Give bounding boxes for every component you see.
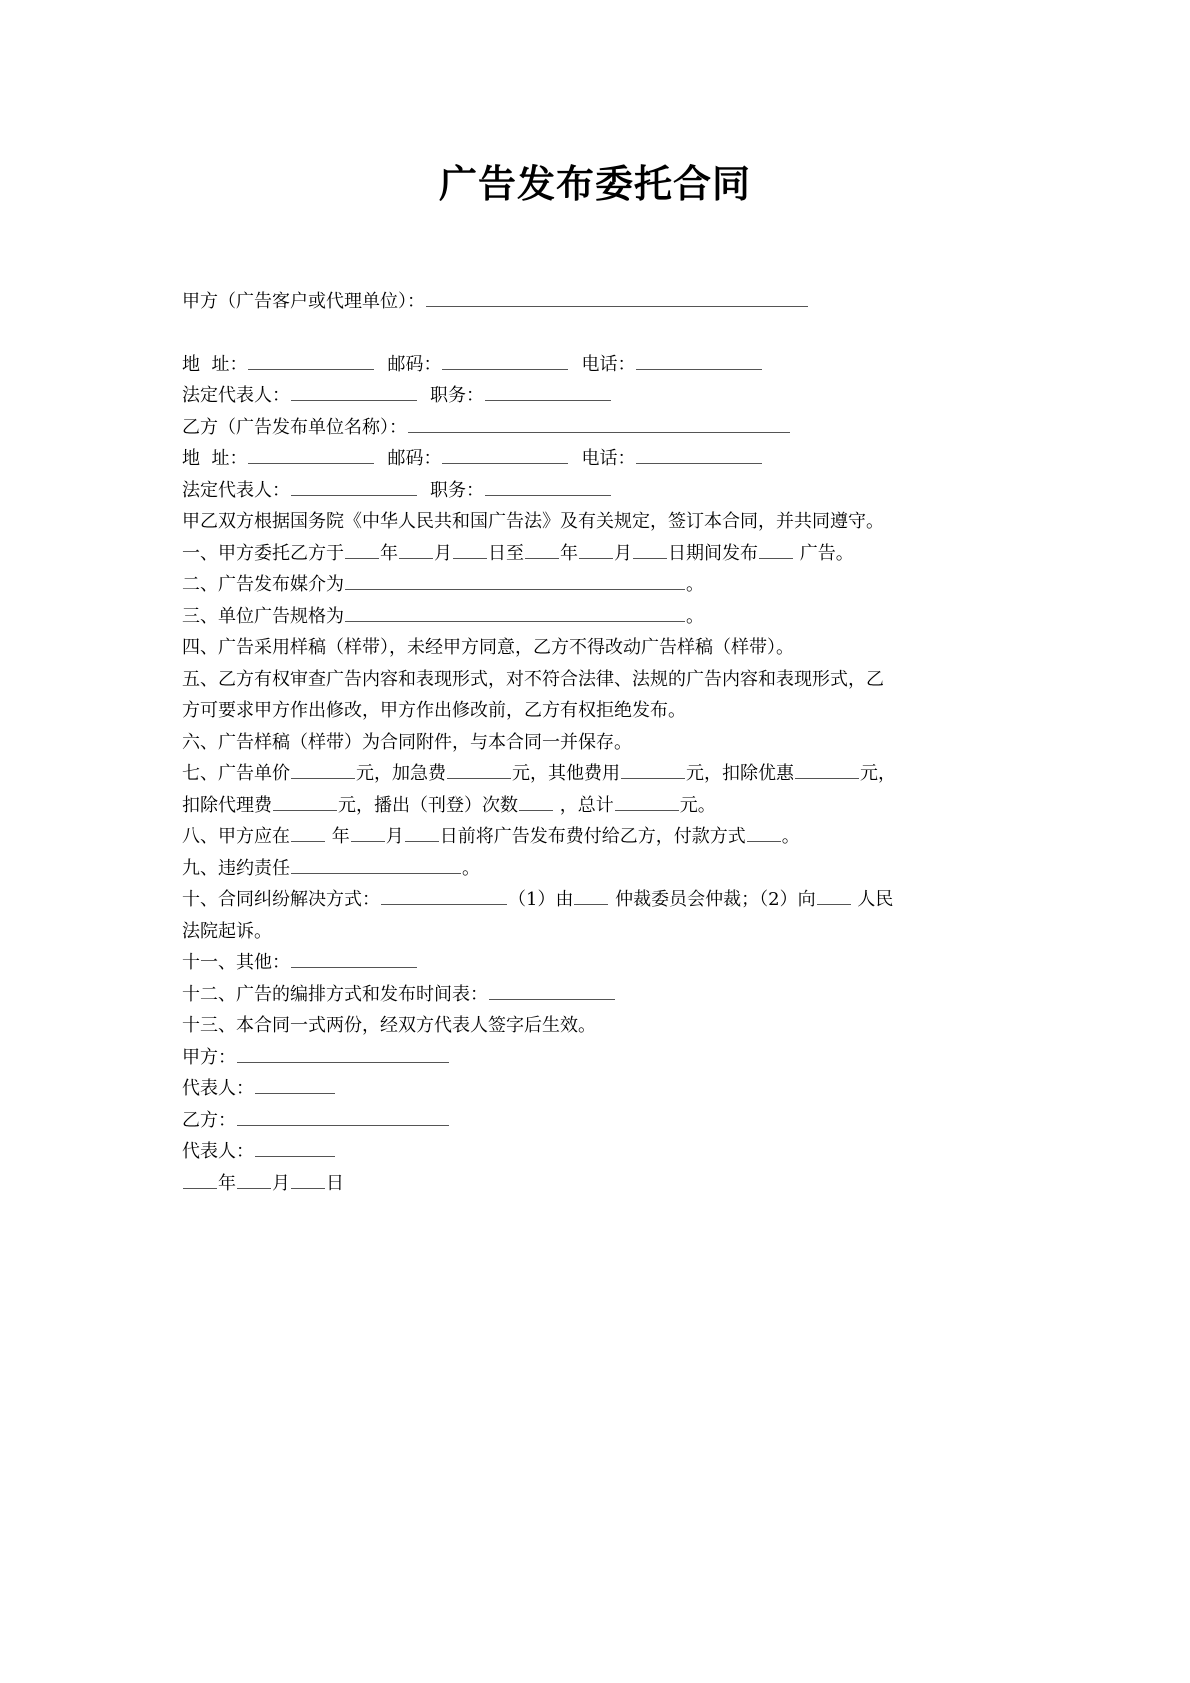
date-label: 年 bbox=[218, 1172, 236, 1194]
clause-text: 元，播出（刊登）次数 bbox=[338, 794, 518, 816]
clause-text: 月 bbox=[385, 826, 404, 847]
clause-5-line-2: 方可要求甲方作出修改，甲方作出修改前，乙方有权拒绝发布。 bbox=[182, 700, 686, 721]
address-blank[interactable] bbox=[248, 349, 374, 370]
clause-text: 元，其他费用 bbox=[512, 763, 620, 784]
party-b-rep bbox=[182, 475, 1022, 507]
clause-text: 元，扣除优惠 bbox=[686, 763, 794, 784]
party-a-rep bbox=[182, 380, 1022, 412]
document-title: 广告发布委托合同 bbox=[438, 161, 751, 206]
postcode-label: 邮码： bbox=[387, 448, 442, 469]
clause-text: 元。 bbox=[679, 794, 716, 816]
blank[interactable] bbox=[291, 947, 417, 968]
date-label: 日 bbox=[326, 1172, 344, 1194]
clause-2 bbox=[182, 569, 1022, 601]
postcode-blank[interactable] bbox=[442, 443, 568, 464]
clause-text: 年 bbox=[560, 542, 578, 564]
blank[interactable] bbox=[453, 538, 487, 559]
clause-text: 年 bbox=[380, 542, 398, 564]
party-b-blank[interactable] bbox=[408, 412, 790, 433]
clause-5-line-1: 五、乙方有权审查广告内容和表现形式，对不符合法律、法规的广告内容和表现形式，乙 bbox=[182, 668, 884, 690]
clause-text: 广告。 bbox=[794, 542, 854, 564]
signature-blank[interactable] bbox=[237, 1042, 449, 1063]
blank[interactable] bbox=[579, 538, 613, 559]
signature-rep-b bbox=[182, 1136, 1022, 1168]
clause-text: 三、单位广告规格为 bbox=[182, 605, 344, 627]
blank[interactable] bbox=[381, 884, 507, 905]
preamble: 甲乙双方根据国务院《中华人民共和国广告法》及有关规定，签订本合同，并共同遵守。 bbox=[182, 511, 884, 532]
legal-rep-label: 法定代表人： bbox=[182, 479, 290, 501]
position-blank[interactable] bbox=[485, 475, 611, 496]
phone-label: 电话： bbox=[581, 353, 636, 375]
signature-blank[interactable] bbox=[237, 1105, 449, 1126]
clause-1 bbox=[182, 538, 1022, 570]
clause-text: 十一、其他： bbox=[182, 952, 290, 973]
clause-text: 。 bbox=[462, 857, 480, 879]
clause-7-line-2 bbox=[182, 790, 1022, 822]
legal-rep-blank[interactable] bbox=[291, 475, 417, 496]
clause-text: 。 bbox=[686, 605, 704, 627]
clause-4: 四、广告采用样稿（样带），未经甲方同意，乙方不得改动广告样稿（样带）。 bbox=[182, 637, 794, 658]
clause-text: 扣除代理费 bbox=[182, 794, 272, 816]
clause-7-line-1 bbox=[182, 758, 1022, 790]
clause-text: 元，加急费 bbox=[356, 763, 446, 784]
blank[interactable] bbox=[759, 538, 793, 559]
party-a-blank[interactable] bbox=[426, 286, 808, 307]
clause-text: 九、违约责任 bbox=[182, 857, 290, 879]
party-b-label: 乙方（广告发布单位名称）： bbox=[182, 416, 407, 438]
blank[interactable] bbox=[615, 790, 679, 811]
blank[interactable] bbox=[817, 884, 851, 905]
blank[interactable] bbox=[345, 538, 379, 559]
clause-text: 日至 bbox=[488, 542, 524, 564]
party-b-line bbox=[182, 412, 1022, 444]
clause-text: 一、甲方委托乙方于 bbox=[182, 542, 344, 564]
blank[interactable] bbox=[519, 790, 553, 811]
clause-3 bbox=[182, 601, 1022, 633]
blank[interactable] bbox=[345, 569, 685, 590]
clause-text: 日前将广告发布费付给乙方，付款方式 bbox=[439, 826, 746, 847]
position-blank[interactable] bbox=[485, 380, 611, 401]
party-a-label: 甲方（广告客户或代理单位）： bbox=[182, 291, 425, 312]
clause-text: 人民 bbox=[851, 889, 894, 910]
blank[interactable] bbox=[621, 758, 685, 779]
legal-rep-label: 法定代表人： bbox=[182, 385, 290, 406]
party-a-line bbox=[182, 286, 1022, 318]
clause-text: ，总计 bbox=[554, 794, 614, 816]
blank[interactable] bbox=[291, 853, 461, 874]
clause-11 bbox=[182, 947, 1022, 979]
postcode-blank[interactable] bbox=[442, 349, 568, 370]
date-label: 月 bbox=[272, 1172, 290, 1194]
signature-label: 代表人： bbox=[182, 1141, 254, 1162]
clause-text: 日期间发布 bbox=[668, 542, 758, 564]
clause-text: （1）由 bbox=[508, 889, 574, 910]
phone-label: 电话： bbox=[581, 448, 636, 469]
party-b-contact bbox=[182, 443, 1022, 475]
day-blank[interactable] bbox=[291, 1168, 325, 1189]
address-label: 地 址： bbox=[182, 353, 248, 375]
blank[interactable] bbox=[351, 821, 385, 842]
position-label: 职务： bbox=[430, 479, 484, 501]
address-blank[interactable] bbox=[248, 443, 374, 464]
blank[interactable] bbox=[273, 790, 337, 811]
blank[interactable] bbox=[405, 821, 439, 842]
clause-text: 年 bbox=[326, 826, 350, 847]
clause-8 bbox=[182, 821, 1022, 853]
blank[interactable] bbox=[525, 538, 559, 559]
signature-label: 代表人： bbox=[182, 1078, 254, 1099]
clause-text: 十二、广告的编排方式和发布时间表： bbox=[182, 983, 488, 1005]
clause-6: 六、广告样稿（样带）为合同附件，与本合同一并保存。 bbox=[182, 731, 632, 753]
clause-9 bbox=[182, 853, 1022, 885]
blank[interactable] bbox=[345, 601, 685, 622]
clause-text: 七、广告单价 bbox=[182, 763, 290, 784]
signature-blank[interactable] bbox=[255, 1073, 335, 1094]
signature-date bbox=[182, 1168, 1022, 1200]
signature-label: 乙方： bbox=[182, 1109, 236, 1131]
year-blank[interactable] bbox=[183, 1168, 217, 1189]
signature-party-a bbox=[182, 1042, 1022, 1074]
blank[interactable] bbox=[291, 758, 355, 779]
clause-text: 元， bbox=[860, 763, 896, 784]
signature-party-b bbox=[182, 1105, 1022, 1137]
clause-13: 十三、本合同一式两份，经双方代表人签字后生效。 bbox=[182, 1015, 596, 1036]
clause-10 bbox=[182, 884, 1022, 916]
clause-10-line-2: 法院起诉。 bbox=[182, 920, 272, 942]
signature-label: 甲方： bbox=[182, 1046, 236, 1068]
party-a-contact bbox=[182, 349, 1022, 381]
postcode-label: 邮码： bbox=[387, 353, 442, 375]
clause-text: 十、合同纠纷解决方式： bbox=[182, 889, 380, 910]
blank[interactable] bbox=[399, 538, 433, 559]
signature-rep-a bbox=[182, 1073, 1022, 1105]
clause-text: 月 bbox=[614, 542, 632, 564]
clause-text: 。 bbox=[686, 574, 704, 595]
month-blank[interactable] bbox=[237, 1168, 271, 1189]
phone-blank[interactable] bbox=[636, 349, 762, 370]
clause-text: 二、广告发布媒介为 bbox=[182, 574, 344, 595]
blank[interactable] bbox=[574, 884, 608, 905]
signature-blank[interactable] bbox=[255, 1136, 335, 1157]
clause-12 bbox=[182, 979, 1022, 1011]
contract-body bbox=[182, 286, 1022, 1199]
address-label: 地 址： bbox=[182, 448, 248, 469]
blank[interactable] bbox=[795, 758, 859, 779]
position-label: 职务： bbox=[430, 385, 484, 406]
blank[interactable] bbox=[489, 979, 615, 1000]
blank[interactable] bbox=[447, 758, 511, 779]
phone-blank[interactable] bbox=[636, 443, 762, 464]
legal-rep-blank[interactable] bbox=[291, 380, 417, 401]
clause-text: 月 bbox=[434, 542, 452, 564]
blank[interactable] bbox=[291, 821, 325, 842]
blank[interactable] bbox=[747, 821, 781, 842]
clause-text: 八、甲方应在 bbox=[182, 826, 290, 847]
clause-text: 仲裁委员会仲裁；（2）向 bbox=[609, 889, 816, 910]
clause-text: 。 bbox=[781, 826, 800, 847]
blank[interactable] bbox=[633, 538, 667, 559]
